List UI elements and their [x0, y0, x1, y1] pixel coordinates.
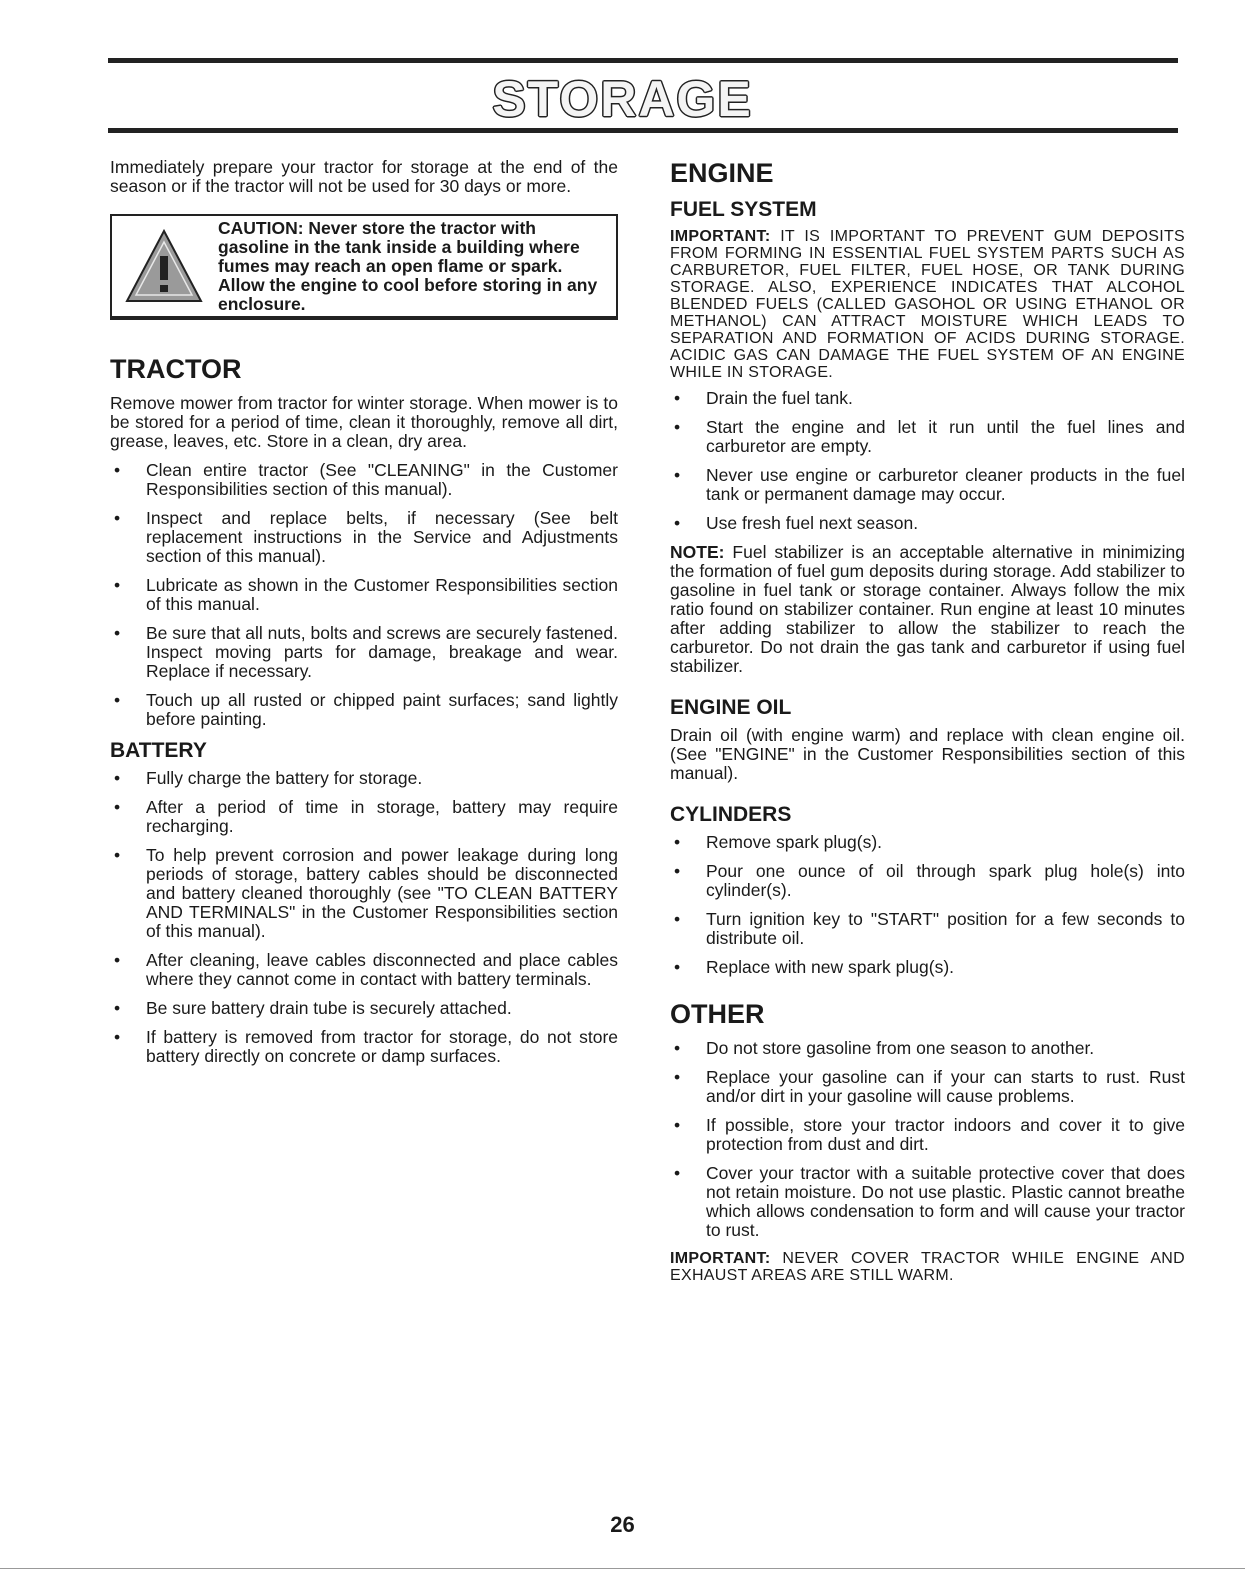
engine-heading: ENGINE: [670, 158, 774, 188]
tractor-list: [110, 461, 618, 729]
list-item: • Lubricate as shown in the Customer Responsibilities section of this manual.: [114, 575, 618, 614]
fuel-system-note: NOTE: Fuel stabilizer is an acceptable alternative in minimizing the formation of fuel gum deposits during storage. Add stabilizer to gasoline in fuel tank or storage container. Always follow the mix ratio found on stabilizer container. Run engine at least 10 minutes after adding stabilizer to allow the stabilizer to reach the carburetor. Do not drain the gas tank and carburetor if using fuel stabilizer.: [670, 542, 1185, 676]
list-item: • Replace with new spark plug(s).: [674, 957, 955, 977]
battery-list: [110, 769, 618, 1066]
list-item: • Be sure battery drain tube is securely attached.: [114, 998, 512, 1018]
list-item: • Remove spark plug(s).: [674, 832, 883, 852]
fuel-system-important: IMPORTANT: IT IS IMPORTANT TO PREVENT GUM DEPOSITS FROM FORMING IN ESSENTIAL FUEL SYSTEM PARTS SUCH AS CARBURETOR, FUEL FILTER, FUEL HOSE, OR TANK DURING STORAGE. ALSO, EXPERIENCE INDICATES THAT ALCOHOL BLENDED FUELS (CALLED GASOHOL OR USING ETHANOL OR METHANOL) CAN ATTRACT MOISTURE WHICH LEADS TO SEPARATION AND FORMATION OF ACIDS DURING STORAGE. ACIDIC GAS CAN DAMAGE THE FUEL SYSTEM OF AN ENGINE WHILE IN STORAGE.: [670, 228, 1186, 381]
list-item: • Drain the fuel tank.: [674, 388, 853, 408]
other-list: [670, 1039, 1185, 1240]
list-item: • Never use engine or carburetor cleaner products in the fuel tank or permanent damage may occur.: [674, 465, 1185, 504]
page-title: STORAGE: [492, 71, 753, 127]
list-item: • To help prevent corrosion and power leakage during long periods of storage, battery cables should be disconnected and battery cleaned thoroughly (see "TO CLEAN BATTERY AND TERMINALS" in the Customer Responsibilities section of this manual).: [114, 845, 618, 941]
fuel-system-heading: FUEL SYSTEM: [670, 198, 817, 221]
list-item: • Turn ignition key to "START" position for a few seconds to distribute oil.: [674, 909, 1185, 948]
page-number: 26: [610, 1512, 635, 1537]
other-heading: OTHER: [670, 999, 765, 1029]
list-item: • Be sure that all nuts, bolts and screws are securely fastened. Inspect moving parts for damage, breakage and wear. Replace if necessary.: [114, 623, 618, 681]
warning-triangle-icon: [124, 228, 204, 304]
list-item: • Cover your tractor with a suitable protective cover that does not retain moisture. Do not use plastic. Plastic cannot breathe which allows condensation to form and will cause your tractor to rust.: [674, 1163, 1185, 1240]
list-item: • Clean entire tractor (See "CLEANING" in the Customer Responsibilities section of this manual).: [114, 460, 618, 499]
list-item: • If possible, store your tractor indoors and cover it to give protection from dust and dirt.: [674, 1115, 1185, 1154]
right-column: [670, 158, 1185, 1284]
header-rule-top: [108, 58, 1178, 63]
tractor-paragraph: Remove mower from tractor for winter storage. When mower is to be stored for a period of time, clean it thoroughly, remove all dirt, grease, leaves, etc. Store in a clean, dry area.: [110, 393, 618, 451]
header-rule-bottom: [108, 128, 1178, 133]
engine-oil-paragraph: Drain oil (with engine warm) and replace with clean engine oil. (See "ENGINE" in the Customer Responsibilities section of this manual).: [670, 725, 1185, 783]
list-item: • Pour one ounce of oil through spark plug hole(s) into cylinder(s).: [674, 861, 1185, 900]
caution-text: CAUTION: Never store the tractor with gasoline in the tank inside a building where fumes may reach an open flame or spark. Allow the engine to cool before storing in any enclosure.: [218, 217, 598, 314]
list-item: • Use fresh fuel next season.: [674, 513, 919, 533]
engine-oil-heading: ENGINE OIL: [670, 696, 792, 719]
left-column: [110, 158, 618, 1076]
list-item: • Start the engine and let it run until the fuel lines and carburetor are empty.: [674, 417, 1185, 456]
list-item: • After a period of time in storage, battery may require recharging.: [114, 797, 618, 836]
other-important: IMPORTANT: NEVER COVER TRACTOR WHILE ENGINE AND EXHAUST AREAS ARE STILL WARM.: [670, 1250, 1186, 1284]
list-item: • Inspect and replace belts, if necessary (See belt replacement instructions in the Service and Adjustments section of this manual).: [114, 508, 618, 566]
cylinders-heading: CYLINDERS: [670, 803, 792, 826]
list-item: • Replace your gasoline can if your can starts to rust. Rust and/or dirt in your gasoline will cause problems.: [674, 1067, 1185, 1106]
list-item: • Fully charge the battery for storage.: [114, 768, 423, 788]
cylinders-list: [670, 833, 1185, 977]
list-item: • If battery is removed from tractor for storage, do not store battery directly on concrete or damp surfaces.: [114, 1027, 618, 1066]
tractor-heading: TRACTOR: [110, 354, 242, 384]
footer-rule: [0, 1568, 1245, 1569]
list-item: • Touch up all rusted or chipped paint surfaces; sand lightly before painting.: [114, 690, 618, 729]
list-item: • Do not store gasoline from one season to another.: [674, 1038, 1095, 1058]
fuel-system-list: [670, 389, 1185, 533]
caution-box: [110, 214, 618, 320]
battery-heading: BATTERY: [110, 739, 207, 762]
list-item: • After cleaning, leave cables disconnected and place cables where they cannot come in contact with battery terminals.: [114, 950, 618, 989]
intro-paragraph: Immediately prepare your tractor for storage at the end of the season or if the tractor will not be used for 30 days or more.: [110, 157, 618, 196]
